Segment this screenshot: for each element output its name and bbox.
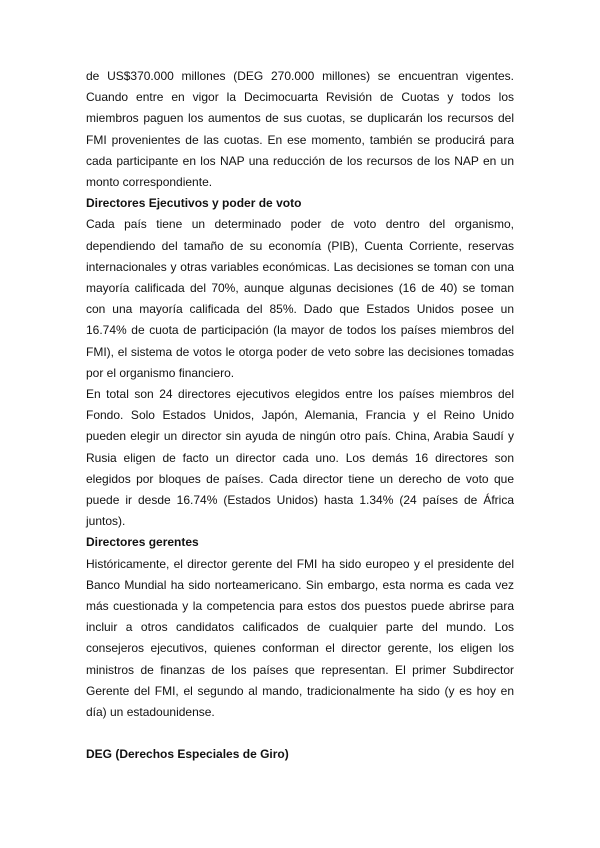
paragraph-poder-de-voto: Cada país tiene un determinado poder de voto dentro del organismo, dependiendo del tamaño de su economía (PIB), Cuenta Corriente, reservas internacionales y otras variables económicas. Las decisiones se toman con una mayoría calificada del 70%, aunque algunas decisiones (16 de 40) se toman con una mayoría calificada del 85%. Dado que Estados Unidos posee un 16.74% de cuota de participación (la mayor de todos los países miembros del FMI), el sistema de votos le otorga poder de veto sobre las decisiones tomadas por el organismo financiero. <box>86 217 514 380</box>
heading-deg: DEG (Derechos Especiales de Giro) <box>86 747 289 762</box>
document-page <box>86 66 514 766</box>
blank-line <box>86 723 514 744</box>
paragraph-directores-ejecutivos: En total son 24 directores ejecutivos elegidos entre los países miembros del Fondo. Solo Estados Unidos, Japón, Alemania, Francia y el Reino Unido pueden elegir un director sin ayuda de ningún otro país. China, Arabia Saudí y Rusia eligen de facto un director cada uno. Los demás 16 directores son elegidos por bloques de países. Cada director tiene un derecho de voto que puede ir desde 16.74% (Estados Unidos) hasta 1.34% (24 países de África juntos). <box>86 387 514 529</box>
paragraph-directores-gerentes: Históricamente, el director gerente del FMI ha sido europeo y el presidente del Banco Mundial ha sido norteamericano. Sin embargo, esta norma es cada vez más cuestionada y la competencia para estos dos puestos puede abrirse para incluir a otros candidatos calificados de cualquier parte del mundo. Los consejeros ejecutivos, quienes conforman el director gerente, los eligen los ministros de finanzas de los países que representan. El primer Subdirector Gerente del FMI, el segundo al mando, tradicionalmente ha sido (y es hoy en día) un estadounidense. <box>86 556 514 720</box>
paragraph-intro: de US$370.000 millones (DEG 270.000 millones) se encuentran vigentes. Cuando entre en vigor la Decimocuarta Revisión de Cuotas y todos los miembros paguen los aumentos de sus cuotas, se duplicarán los recursos del FMI provenientes de las cuotas. En ese momento, también se producirá para cada participante en los NAP una reducción de los recursos de los NAP en un monto correspondiente. <box>86 69 514 190</box>
heading-directores-gerentes: Directores gerentes <box>86 535 199 550</box>
heading-directores-ejecutivos: Directores Ejecutivos y poder de voto <box>86 196 302 211</box>
